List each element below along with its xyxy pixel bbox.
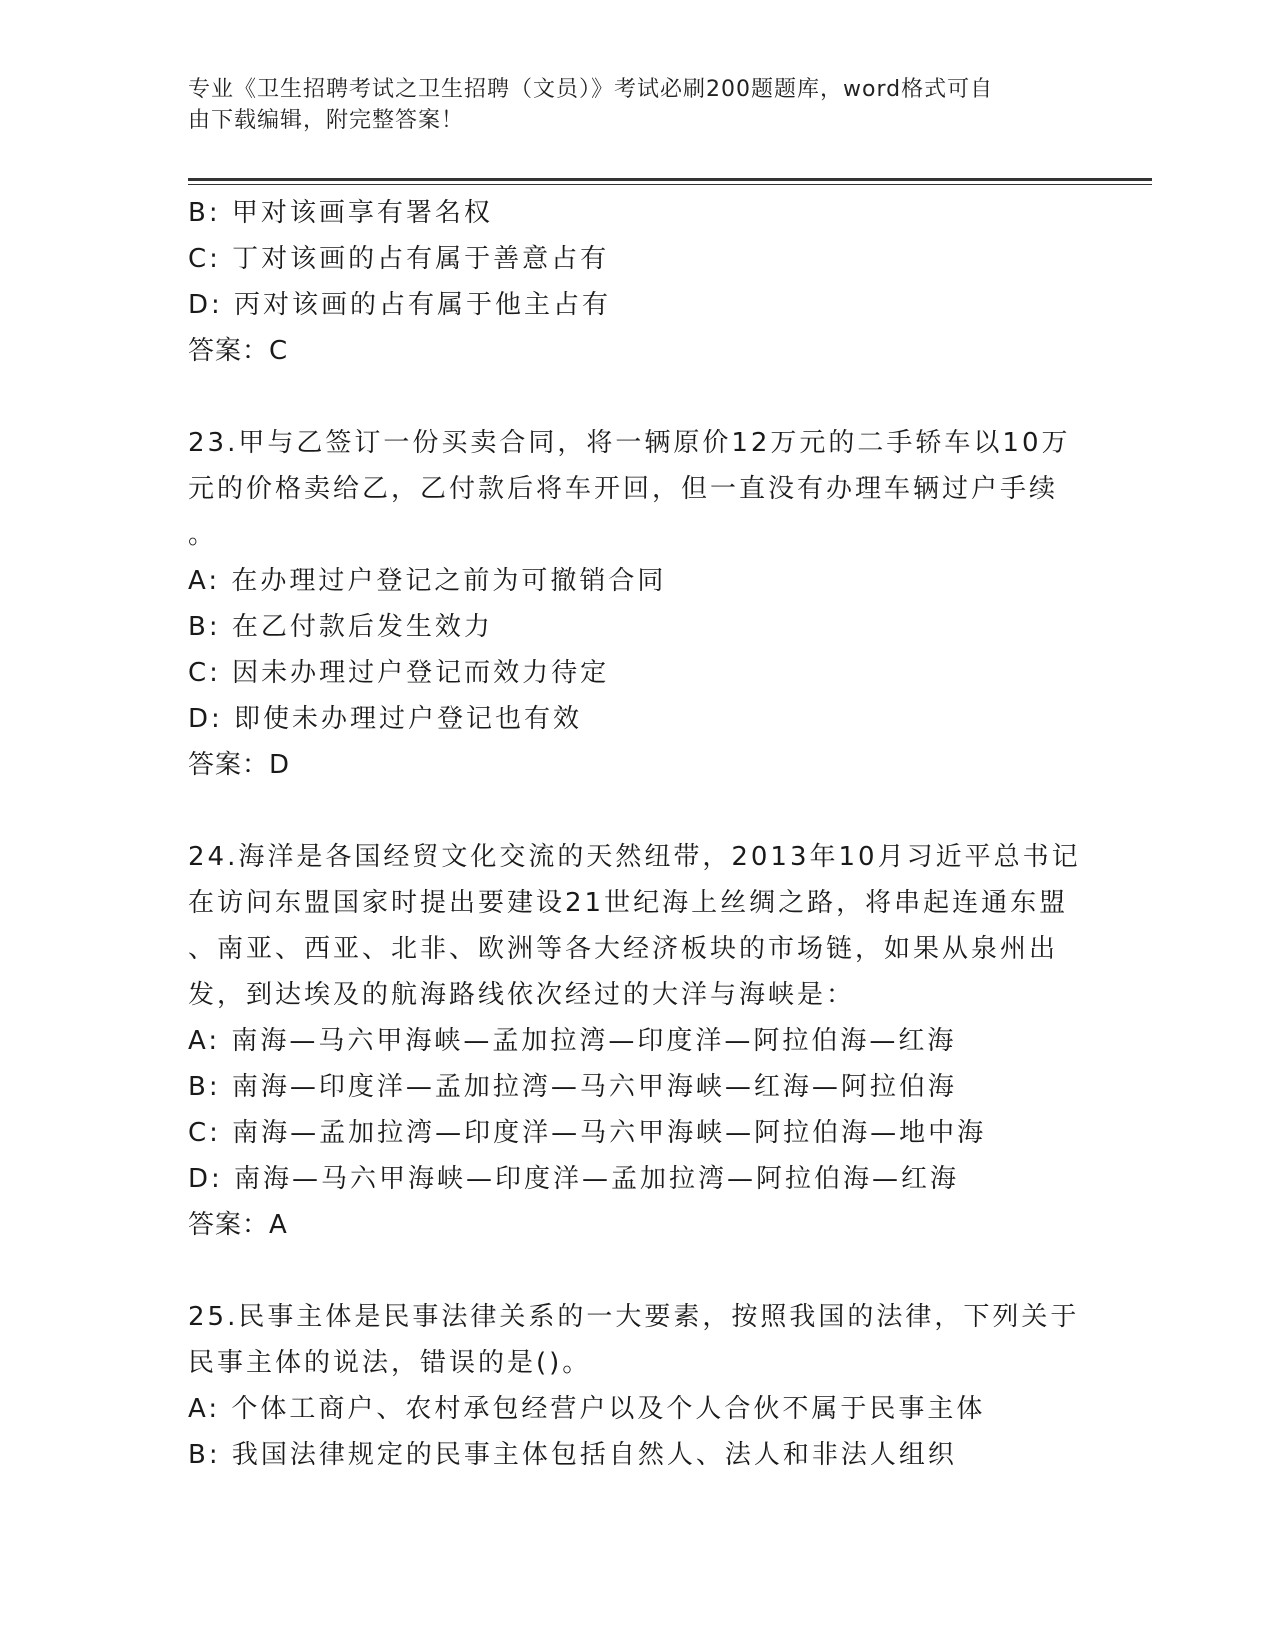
document-header	[188, 74, 1068, 136]
header-title-line-2: 由下载编辑，附完整答案！	[188, 108, 465, 133]
question-stem-line: 元的价格卖给乙，乙付款后将车开回，但一直没有办理车辆过户手续	[188, 474, 1059, 504]
option-a: A: 个体工商户、农村承包经营户以及个人合伙不属于民事主体	[188, 1394, 986, 1424]
option-a: A: 在办理过户登记之前为可撤销合同	[188, 566, 667, 596]
question-22-tail	[188, 190, 1088, 374]
spacer	[188, 1248, 1088, 1294]
header-divider-thick	[188, 178, 1152, 181]
option-b: B: 甲对该画享有署名权	[188, 198, 493, 228]
option-d: D: 丙对该画的占有属于他主占有	[188, 290, 612, 320]
question-25	[188, 1294, 1088, 1478]
answer-line: 答案：D	[188, 750, 291, 780]
question-content	[188, 190, 1088, 1478]
option-c: C: 南海—孟加拉湾—印度洋—马六甲海峡—阿拉伯海—地中海	[188, 1118, 987, 1148]
spacer	[188, 788, 1088, 834]
question-stem-line: 民事主体的说法，错误的是()。	[188, 1348, 592, 1378]
question-23	[188, 420, 1088, 788]
question-stem-line: 24.海洋是各国经贸文化交流的天然纽带，2013年10月习近平总书记	[188, 842, 1081, 872]
question-stem-line: 、南亚、西亚、北非、欧洲等各大经济板块的市场链，如果从泉州出	[188, 934, 1059, 964]
question-stem-line: 25.民事主体是民事法律关系的一大要素，按照我国的法律，下列关于	[188, 1302, 1080, 1332]
question-stem-line: 23.甲与乙签订一份买卖合同，将一辆原价12万元的二手轿车以10万	[188, 428, 1071, 458]
answer-line: 答案：C	[188, 336, 289, 366]
question-stem-line: 发，到达埃及的航海路线依次经过的大洋与海峡是：	[188, 980, 856, 1010]
option-a: A: 南海—马六甲海峡—孟加拉湾—印度洋—阿拉伯海—红海	[188, 1026, 957, 1056]
option-c: C: 因未办理过户登记而效力待定	[188, 658, 610, 688]
question-stem-line: 。	[188, 520, 218, 550]
header-title-line-1: 专业《卫生招聘考试之卫生招聘（文员）》考试必刷200题题库，word格式可自	[188, 77, 994, 102]
option-c: C: 丁对该画的占有属于善意占有	[188, 244, 610, 274]
question-stem-line: 在访问东盟国家时提出要建设21世纪海上丝绸之路，将串起连通东盟	[188, 888, 1069, 918]
option-b: B: 在乙付款后发生效力	[188, 612, 493, 642]
option-b: B: 我国法律规定的民事主体包括自然人、法人和非法人组织	[188, 1440, 957, 1470]
header-divider-thin	[188, 184, 1152, 185]
question-24	[188, 834, 1088, 1248]
spacer	[188, 374, 1088, 420]
answer-line: 答案：A	[188, 1210, 288, 1240]
option-d: D: 南海—马六甲海峡—印度洋—孟加拉湾—阿拉伯海—红海	[188, 1164, 960, 1194]
option-d: D: 即使未办理过户登记也有效	[188, 704, 583, 734]
option-b: B: 南海—印度洋—孟加拉湾—马六甲海峡—红海—阿拉伯海	[188, 1072, 957, 1102]
